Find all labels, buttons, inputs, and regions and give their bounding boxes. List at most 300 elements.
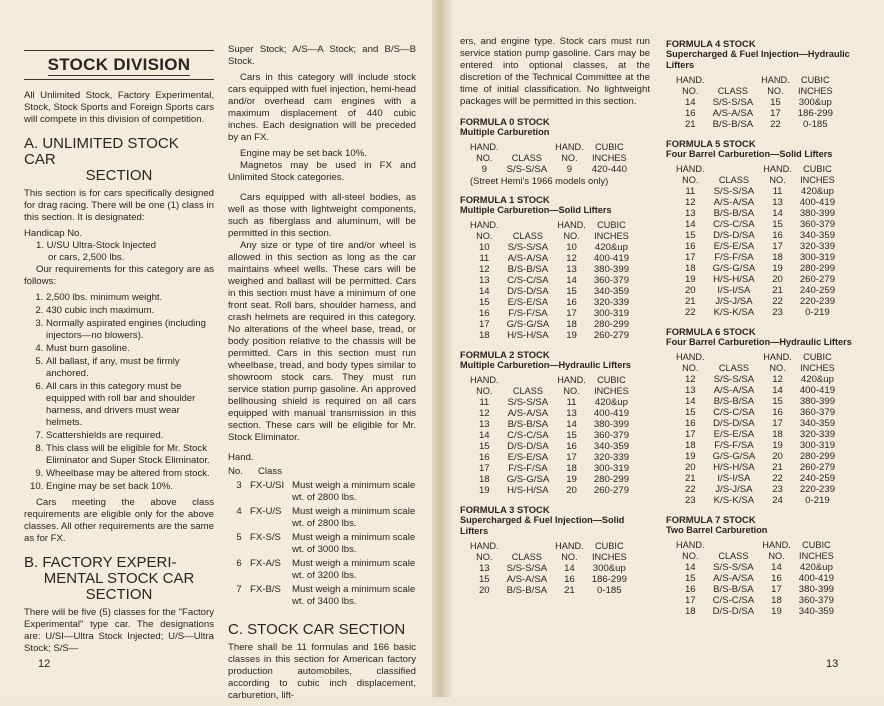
table-cell: 10 [478,242,490,253]
table-cell: 220-239 [799,296,836,307]
table-cell: 340-359 [798,606,834,617]
table-cell: 18 [566,463,577,474]
formula-block [666,326,866,506]
table-cell: 11 [566,397,577,408]
header-cubic: CUBIC [801,75,830,85]
formula-block [460,116,650,186]
table-row [672,473,839,484]
formula-title: FORMULA 0 STOCK [460,116,550,127]
table-cell: 18 [684,263,696,274]
fx-class-row [228,532,416,556]
header-no: NO. [476,386,493,396]
table-row [466,308,633,319]
formula-title: FORMULA 3 STOCK [460,504,550,515]
table-cell: 420-440 [591,164,627,175]
table-row [672,418,839,429]
formula-title: FORMULA 1 STOCK [460,194,550,205]
requirement-item: 6. All cars in this category must be equipped with roll bar and shoulder harness, and drivers must wear helmets. [46,381,214,429]
header-class: CLASS [511,552,542,562]
table-cell: A/S-A/SA [507,408,549,419]
table-cell: 19 [684,451,696,462]
table-cell: G/S-G/SA [506,319,550,330]
table-header-row [466,386,633,397]
table-cell: H/S-H/SA [507,485,549,496]
table-cell: 420&up [800,374,834,385]
header-no: NO. [563,386,580,396]
table-cell: 15 [684,407,696,418]
table-cell: A/S-A/SA [507,253,549,264]
table-row [466,164,631,175]
table-cell: G/S-G/SA [712,451,756,462]
header-hand: HAND. [763,352,792,362]
formula-title: FORMULA 7 STOCK [666,514,756,525]
table-cell: C/S-C/SA [712,595,755,606]
table-row [672,296,839,307]
table-row [466,430,633,441]
requirement-item: 9. Wheelbase may be altered from stock. [46,468,214,480]
table-row [672,440,839,451]
table-cell: 400-419 [798,573,834,584]
fx-class-row [228,584,416,608]
table-row [672,108,837,119]
table-row [672,584,838,595]
table-row [466,474,633,485]
formula-block [666,138,866,318]
formula-subtitle: Four Barrel Carburetion—Hydraulic Lifters [666,337,852,347]
table-cell: 300&up [798,97,832,108]
table-cell: A/S-A/SA [712,108,754,119]
formula-block [666,514,866,617]
col2-p2: Cars in this category will include stock cars equipped with fuel injection, hemi-head and/or overhead cam engines with a maximum displacement of 440 cubic inches. Each designation will be preceded by an FX. [228,72,416,143]
fx-table-header-1: Hand. [228,452,254,463]
table-cell: S/S-S/SA [713,562,754,573]
table-row [466,485,633,496]
table-cell: C/S-C/SA [713,407,755,418]
table-cell: 19 [772,263,783,274]
table-cell: 13 [684,208,696,219]
table-cell: 380-399 [798,584,834,595]
header-no: NO. [476,153,493,163]
table-cell: 16 [684,241,696,252]
header-no: NO. [769,363,786,373]
table-row [466,297,633,308]
table-cell: 360-379 [593,275,630,286]
table-cell: 300&up [592,563,626,574]
table-row [672,484,839,495]
table-cell: 16 [566,297,577,308]
header-hand: HAND. [762,540,791,550]
formula-table [466,375,633,496]
table-cell: 260-279 [799,462,836,473]
table-cell: 17 [684,595,696,606]
table-header-row [672,352,839,363]
table-row [466,286,633,297]
header-no: NO. [682,86,699,96]
table-cell: 16 [684,418,696,429]
header-hand: HAND. [555,541,584,551]
header-no: NO. [682,551,699,561]
table-row [466,463,633,474]
table-cell: 420&up [594,397,628,408]
table-row [672,219,839,230]
table-row [672,119,837,130]
table-header-row [466,231,633,242]
table-cell: S/S-S/SA [507,397,549,408]
table-header-row [466,541,631,552]
table-cell: E/S-E/SA [713,429,755,440]
table-cell: 22 [684,484,696,495]
table-cell: 400-419 [799,197,836,208]
fx-table-header-2: No. Class [228,466,282,477]
header-class: CLASS [718,175,749,185]
fx-class-row [228,506,416,530]
table-cell: 400-419 [799,385,836,396]
table-cell: 22 [772,473,783,484]
table-cell: S/S-S/SA [713,374,755,385]
table-cell: D/S-D/SA [507,441,549,452]
table-cell: 17 [772,241,783,252]
table-cell: 11 [479,397,490,408]
table-row [672,407,839,418]
formula-table [466,541,631,596]
table-cell: J/S-J/SA [715,484,753,495]
table-row [466,585,631,596]
table-cell: 14 [566,419,577,430]
table-cell: 18 [772,429,783,440]
table-cell: A/S-A/SA [713,197,755,208]
header-no: NO. [767,86,784,96]
table-cell: K/S-K/SA [713,307,755,318]
table-row [466,264,633,275]
table-cell: 23 [684,495,696,506]
table-cell: 320-339 [593,452,630,463]
table-header-row [672,175,839,186]
fx-class-row [228,558,416,582]
table-cell: 320-339 [799,429,836,440]
table-cell: 22 [770,119,781,130]
table-cell: 15 [684,573,696,584]
header-inches: INCHES [797,86,833,96]
fx-class-no: 5 [236,532,242,543]
header-no: NO. [682,363,699,373]
table-header-row [466,153,631,164]
section-c-heading: C. STOCK CAR SECTION [228,621,406,638]
table-cell: 340-359 [593,286,630,297]
table-cell: 11 [772,186,783,197]
table-cell: 14 [772,385,783,396]
formulas-column-2 [666,38,866,617]
right-column-1 [460,36,650,596]
table-cell: 20 [566,485,577,496]
header-hand: HAND. [555,142,584,152]
division-title: STOCK DIVISION [47,55,191,74]
requirements-intro: Our requirements for this category are as follows: [24,264,214,287]
table-header-row [672,363,839,374]
table-row [672,208,839,219]
table-cell: B/S-B/SA [507,419,549,430]
formula-table [466,142,631,175]
table-cell: 340-359 [799,230,836,241]
table-row [672,429,839,440]
table-cell: 15 [566,286,577,297]
table-cell: 17 [684,429,696,440]
table-row [466,408,633,419]
table-cell: 300-319 [799,440,836,451]
table-cell: 240-259 [799,473,836,484]
section-a-heading: A. UNLIMITED STOCK CAR SECTION [24,135,179,184]
table-cell: G/S-G/SA [712,263,756,274]
table-row [466,397,633,408]
title-rule [24,79,214,80]
table-cell: 380-399 [593,419,630,430]
fx-class-desc: Must weigh a minimum scale wt. of 3200 lbs. [292,558,416,581]
table-header-row [672,551,838,562]
table-cell: 15 [770,97,781,108]
fx-class-name: FX-U/S [250,506,282,517]
table-row [672,606,838,617]
header-cubic: CUBIC [595,541,624,551]
table-cell: 18 [684,440,696,451]
table-row [672,495,839,506]
formula-table [466,220,633,341]
formula-table [672,164,839,318]
table-row [466,319,633,330]
table-cell: 12 [478,408,490,419]
table-cell: 360-379 [799,407,836,418]
table-cell: 15 [772,396,783,407]
table-cell: 16 [478,308,490,319]
table-cell: 16 [478,452,490,463]
table-cell: 400-419 [593,408,630,419]
table-row [672,396,839,407]
table-cell: 16 [771,573,782,584]
table-cell: 16 [564,574,575,585]
table-row [672,252,839,263]
table-cell: 13 [684,385,696,396]
table-cell: B/S-B/SA [507,264,549,275]
right-column-2 [666,30,866,617]
table-cell: D/S-D/SA [713,230,755,241]
left-page-number: 12 [38,658,51,670]
table-row [672,241,839,252]
table-cell: 21 [772,462,783,473]
table-cell: 280-299 [593,474,630,485]
table-cell: 14 [478,286,490,297]
table-cell: 14 [564,563,575,574]
table-row [672,186,839,197]
table-cell: 15 [684,230,696,241]
left-column-1 [24,36,214,659]
table-row [672,307,839,318]
col2-continuation: Super Stock; A/S—A Stock; and B/S—B Stock. [228,44,416,67]
table-cell: 240-259 [799,285,836,296]
table-header-row [466,142,631,153]
fx-class-no: 4 [236,506,242,517]
formula-block [460,504,650,596]
table-row [466,563,631,574]
fx-class-name: FX-S/S [250,532,281,543]
table-cell: H/S-H/SA [713,274,755,285]
fx-class-no: 6 [236,558,242,569]
header-inches: INCHES [800,175,835,185]
table-row [466,242,633,253]
section-c-paragraph: There shall be 11 formulas and 166 basic classes in this section for American factory production automobiles, classified according to cubic inch displacement, carburetion, lift- [228,642,416,701]
header-no: NO. [476,231,493,241]
requirement-item: 1. 2,500 lbs. minimum weight. [46,292,214,304]
header-cubic: CUBIC [597,375,626,385]
table-cell: 14 [684,562,696,573]
table-row [672,595,838,606]
table-cell: 18 [772,252,783,263]
table-cell: 14 [771,562,782,573]
table-cell: 0-219 [805,307,830,318]
table-cell: 11 [685,186,696,197]
top-rule [24,50,214,51]
table-cell: 13 [772,197,783,208]
table-cell: 16 [772,230,783,241]
header-class: CLASS [512,386,543,396]
table-cell: 24 [772,495,783,506]
table-cell: 10 [566,242,577,253]
header-hand: HAND. [470,541,499,551]
table-cell: 420&up [800,186,834,197]
section-a-paragraph: This section is for cars specifically designed for drag racing. There will be one (1) class in this section. It is designated: [24,188,214,223]
table-row [466,574,631,585]
table-row [672,274,839,285]
table-cell: F/S-F/SA [508,463,548,474]
table-cell: 0-185 [803,119,828,130]
table-cell: 22 [684,307,696,318]
table-cell: 13 [478,275,490,286]
fx-class-no: 7 [236,584,242,595]
table-row [466,253,633,264]
table-row [672,573,838,584]
header-hand: HAND. [763,164,792,174]
table-cell: C/S-C/SA [507,275,549,286]
requirement-item: 7. Scattershields are required. [46,430,214,442]
table-cell: S/S-S/SA [506,563,548,574]
table-cell: 220-239 [799,484,836,495]
table-cell: S/S-S/SA [713,186,755,197]
table-cell: 340-359 [799,418,836,429]
table-cell: 13 [478,419,490,430]
header-inches: INCHES [594,386,629,396]
table-header-row [672,75,837,86]
table-cell: 20 [772,274,783,285]
table-cell: 12 [478,264,490,275]
table-row [466,419,633,430]
table-cell: 14 [566,275,577,286]
right-page-number: 13 [826,658,839,670]
table-cell: S/S-S/SA [507,242,549,253]
table-row [466,330,633,341]
header-class: CLASS [718,551,749,561]
table-row [672,451,839,462]
table-cell: 20 [478,585,490,596]
requirement-item: 8. This class will be eligible for Mr. Stock Eliminator and Super Stock Eliminator. [46,443,214,467]
header-no: NO. [561,153,578,163]
table-row [672,385,839,396]
table-cell: 19 [772,440,783,451]
table-cell: 20 [684,285,696,296]
fx-classes-table [228,480,416,608]
table-row [672,374,839,385]
table-cell: 360-379 [799,219,836,230]
formula-subtitle: Two Barrel Carburetion [666,525,768,535]
table-cell: 18 [478,330,490,341]
table-cell: 14 [478,430,490,441]
header-hand: HAND. [676,75,705,85]
table-row [672,462,839,473]
requirement-item: 5. All ballast, if any, must be firmly anchored. [46,356,214,380]
table-cell: 9 [481,164,487,175]
header-class: CLASS [717,86,748,96]
table-cell: 17 [770,108,781,119]
header-inches: INCHES [800,363,835,373]
table-cell: 14 [772,208,783,219]
requirement-item: 4. Must burn gasoline. [46,343,214,355]
table-cell: 12 [566,253,577,264]
table-header-row [672,86,837,97]
table-cell: 23 [772,307,783,318]
handicap-label: Handicap No. [24,228,83,239]
table-cell: 14 [684,396,696,407]
table-cell: B/S-B/SA [713,208,755,219]
table-cell: F/S-F/SA [508,308,548,319]
division-intro: All Unlimited Stock, Factory Experimental, Stock, Stock Sports and Foreign Sports cars will compete in this division of competition. [24,90,214,125]
table-cell: 18 [478,474,490,485]
table-cell: S/S-S/SA [712,97,754,108]
fx-class-no: 3 [236,480,242,491]
formula-table [672,540,838,617]
header-no: NO. [476,552,493,562]
table-cell: A/S-A/SA [506,574,548,585]
table-cell: E/S-E/SA [507,297,549,308]
header-hand: HAND. [470,220,499,230]
table-cell: 17 [771,584,782,595]
formula-table [672,75,837,130]
table-cell: 15 [566,430,577,441]
table-cell: B/S-B/SA [506,585,548,596]
table-cell: 19 [771,606,782,617]
right-intro: ers, and engine type. Stock cars must run service station pump gasoline. Cars may be entered into optional classes, at the discretion of the Technical Committee at the time of initial classification. No lightweight packages will be permitted in this section. [460,36,650,107]
header-class: CLASS [512,231,543,241]
col2-p5: Cars equipped with all-steel bodies, as well as those with lightweight components, such as fiberglass and aluminum, will be permitted in this section. [228,192,416,239]
header-hand: HAND. [676,540,705,550]
header-cubic: CUBIC [803,352,832,362]
header-hand: HAND. [557,375,586,385]
table-cell: 21 [684,473,696,484]
table-cell: 360-379 [798,595,834,606]
table-cell: 21 [684,296,696,307]
table-cell: 380-399 [593,264,630,275]
table-cell: 420&up [799,562,833,573]
table-cell: 14 [684,219,696,230]
header-hand: HAND. [761,75,790,85]
requirement-item: 10. Engine may be set back 10%. [46,481,214,493]
table-cell: I/S-I/SA [717,285,751,296]
header-cubic: CUBIC [802,540,831,550]
table-cell: 186-299 [797,108,833,119]
header-no: NO. [769,175,786,185]
header-class: CLASS [718,363,749,373]
table-cell: 14 [684,97,696,108]
table-cell: E/S-E/SA [507,452,549,463]
header-hand: HAND. [470,142,499,152]
header-cubic: CUBIC [595,142,624,152]
header-inches: INCHES [591,153,627,163]
table-cell: 400-419 [593,253,630,264]
